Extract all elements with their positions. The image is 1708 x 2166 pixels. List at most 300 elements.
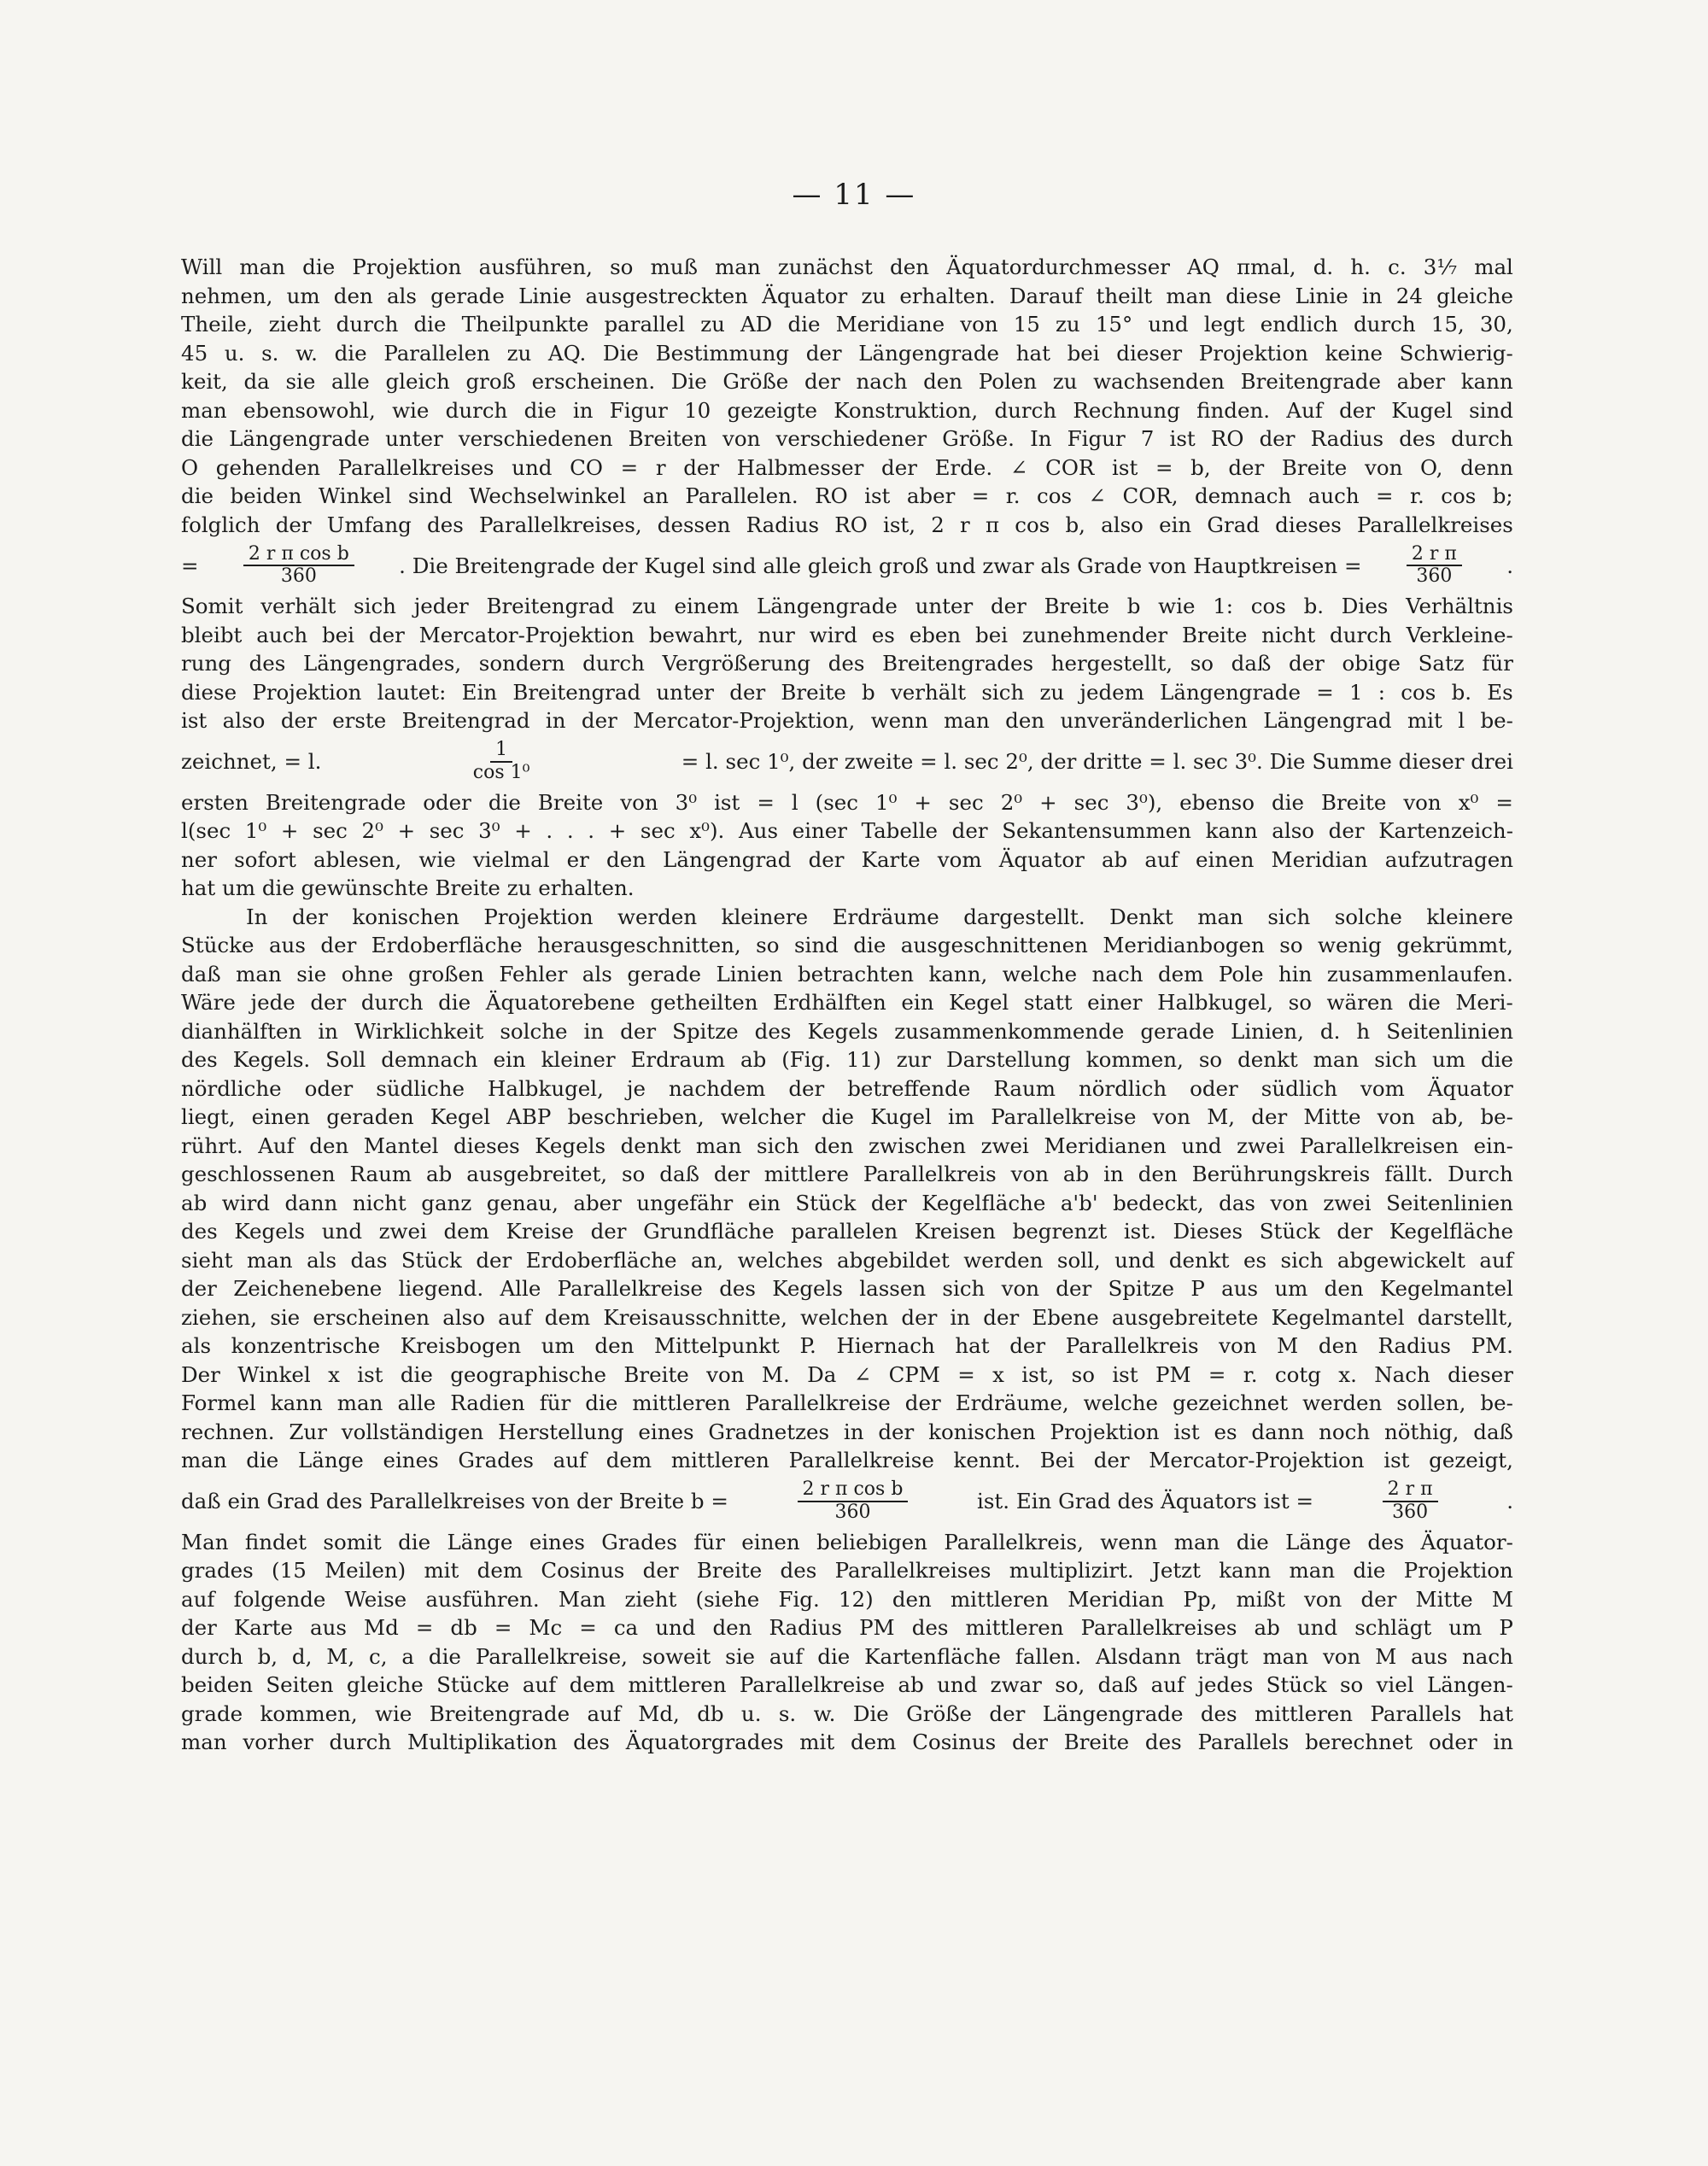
word: von <box>722 426 761 451</box>
word: so <box>622 1162 646 1186</box>
word: erscheinen. <box>531 369 656 394</box>
word: eines <box>638 1419 694 1444</box>
word: der <box>983 1304 1020 1330</box>
word: Es <box>1487 679 1513 705</box>
word: Breitengrade <box>429 1701 570 1726</box>
word: des <box>1367 1529 1405 1554</box>
word: Breite <box>623 1361 689 1387</box>
word: Längengrade <box>1160 679 1301 705</box>
text-line-content <box>181 621 1513 650</box>
word: die <box>413 312 447 337</box>
word: der <box>1288 651 1325 676</box>
word: Parallelkreise <box>739 1672 886 1697</box>
text-line <box>181 424 1513 454</box>
word: Cosinus <box>541 1558 625 1583</box>
word: Stück <box>1266 1672 1327 1697</box>
word: Mercator-Projektion <box>418 622 635 647</box>
word: der <box>280 708 317 733</box>
word: ist <box>357 1361 383 1387</box>
word: auf <box>498 1304 532 1330</box>
word: Satz <box>1418 651 1465 676</box>
word: Grades <box>458 1448 534 1472</box>
word: von <box>706 1361 745 1387</box>
text-line-content <box>181 1528 1513 1557</box>
word: mittleren <box>628 1672 727 1697</box>
word: In <box>1030 426 1052 451</box>
word: der <box>1328 818 1365 843</box>
word: wie <box>418 846 456 872</box>
word: Parallelkreis <box>863 1162 997 1186</box>
word: von <box>1322 1643 1361 1669</box>
word: betrachten <box>798 961 914 986</box>
word: 3⁰ <box>478 818 500 843</box>
word: CO <box>570 454 603 480</box>
word: Kartenfläche <box>864 1643 1001 1669</box>
word: s. <box>261 340 279 366</box>
word: hat <box>1015 340 1050 366</box>
word: Karte <box>861 846 921 872</box>
text-line <box>181 960 1513 989</box>
word: Raum <box>993 1075 1056 1101</box>
word: sec <box>948 789 984 815</box>
word: als <box>307 1247 337 1273</box>
fraction-secant <box>473 740 530 782</box>
word: Herstellung <box>498 1419 624 1444</box>
word: Meri- <box>1455 990 1513 1015</box>
word: + <box>397 818 416 843</box>
word: der <box>804 369 840 394</box>
word: 15° <box>1095 312 1133 337</box>
word: des <box>911 1615 949 1640</box>
word: Äquatorgrades <box>625 1730 784 1754</box>
word: Verkleine- <box>1406 622 1513 647</box>
word: der <box>1259 426 1296 451</box>
word: . <box>546 818 553 843</box>
word: mißt <box>1236 1586 1285 1612</box>
word: d. <box>1319 1018 1341 1044</box>
word: kann <box>270 1390 323 1415</box>
word: dem <box>544 1304 591 1330</box>
word: 7 <box>1140 426 1155 451</box>
word: ab <box>426 1162 453 1186</box>
word: Längengrad <box>663 846 792 872</box>
word: ab <box>181 1190 208 1215</box>
word: solche <box>1334 904 1402 929</box>
word: da <box>243 369 270 394</box>
word: . <box>566 818 574 843</box>
word: Auf <box>1286 397 1323 423</box>
word: 15, <box>1430 312 1465 337</box>
word: viel <box>1376 1672 1414 1697</box>
word: 2⁰ <box>1000 789 1023 815</box>
word: von <box>1377 1104 1416 1129</box>
word: sind <box>407 483 453 508</box>
word: zu <box>1056 312 1080 337</box>
word: abgebildet <box>836 1247 950 1273</box>
word: dieses <box>1275 512 1342 537</box>
word: dann <box>1251 1419 1305 1444</box>
word: πmal, <box>1237 255 1296 279</box>
word: Seiten <box>266 1672 334 1697</box>
word: von <box>1152 1104 1191 1129</box>
word: Da <box>807 1361 837 1387</box>
text-line-content <box>181 1418 1513 1447</box>
word: im <box>947 1104 975 1129</box>
word: wie <box>1158 594 1196 618</box>
word: nördlich <box>1079 1075 1167 1101</box>
word: w. <box>813 1701 836 1726</box>
text-line-content <box>181 1160 1513 1189</box>
word: für <box>693 1529 725 1554</box>
word: auf <box>769 1643 804 1669</box>
word: beiden <box>181 1672 253 1697</box>
word: Verhältnis <box>1406 594 1513 618</box>
word: demnach <box>1194 483 1292 508</box>
word: AQ <box>1187 255 1220 279</box>
word: der <box>901 1304 938 1330</box>
word: = <box>415 1615 434 1640</box>
word: Kegels <box>535 1133 606 1158</box>
text-line-content <box>181 310 1513 339</box>
word: l <box>791 789 798 815</box>
text-line <box>181 846 1513 875</box>
word: ab <box>1254 1615 1280 1640</box>
text-line <box>181 706 1513 735</box>
word: die <box>428 1643 461 1669</box>
word: Mitte <box>1415 1586 1473 1612</box>
word: Darstellung <box>946 1047 1071 1072</box>
word: kann <box>1219 1558 1272 1583</box>
word: rechnen. <box>181 1419 275 1444</box>
word: der <box>620 1018 657 1044</box>
word: verschiedenen <box>458 426 613 451</box>
word: + <box>914 789 932 815</box>
word: Mercator-Projektion, <box>633 708 856 733</box>
text-line <box>181 511 1513 540</box>
word: in <box>318 1018 338 1044</box>
word: des <box>1200 1701 1237 1726</box>
formula-text: ist. Ein Grad des Äquators ist = <box>977 1489 1314 1513</box>
word: der <box>1056 1276 1092 1301</box>
word: (15 <box>272 1558 307 1583</box>
text-line <box>181 1217 1513 1246</box>
word: wenn <box>870 708 928 733</box>
word: Breitengrad <box>486 594 615 618</box>
word: RO <box>834 512 868 537</box>
word: die <box>853 933 886 957</box>
word: Stücke <box>181 933 254 957</box>
word: mittleren <box>1254 1701 1354 1726</box>
word: den <box>309 1133 349 1158</box>
word: grades <box>181 1558 254 1583</box>
word: b, <box>1190 454 1211 480</box>
word: 10 <box>684 397 711 423</box>
word: wachsenden <box>1093 369 1225 394</box>
word: bei <box>322 622 355 647</box>
word: 30, <box>1479 312 1513 337</box>
word: einer <box>792 818 847 843</box>
word: gleiche <box>346 1672 424 1697</box>
word: des <box>1144 1730 1182 1754</box>
word: Parallelkreises <box>1357 512 1513 537</box>
word: l(sec <box>181 818 231 843</box>
word: + <box>1039 789 1057 815</box>
word: x⁰). <box>689 818 725 843</box>
word: Radius <box>746 512 820 537</box>
word: für <box>1482 651 1513 676</box>
word: verschiedener <box>775 426 927 451</box>
word: Projektion <box>483 904 594 929</box>
word: Die <box>602 340 639 366</box>
word: durch <box>582 651 645 676</box>
word: Kegelfläche <box>1389 1219 1513 1244</box>
word: ∠ <box>853 1361 872 1387</box>
word: Breiten <box>628 426 707 451</box>
word: des <box>719 1276 756 1301</box>
word: Multiplikation <box>407 1730 558 1754</box>
word: r <box>960 512 970 537</box>
word: abgewickelt <box>1337 1247 1465 1273</box>
word: die <box>817 1643 851 1669</box>
word: gezeigt, <box>1429 1448 1513 1472</box>
word: cos <box>1441 483 1477 508</box>
word: ausführen, <box>478 255 593 279</box>
word: beschrieben, <box>567 1104 705 1129</box>
word: u. <box>740 1701 762 1726</box>
word: x <box>992 1361 1004 1387</box>
word: Kegelfläche <box>921 1190 1046 1215</box>
word: sec <box>429 818 465 843</box>
word: zwei <box>378 1219 427 1244</box>
word: der <box>310 990 347 1015</box>
word: somit <box>323 1529 382 1554</box>
word: Md, <box>638 1701 680 1726</box>
word: Dies <box>1341 594 1389 618</box>
word: Figur <box>609 397 668 423</box>
page-number: — 11 — <box>792 178 916 212</box>
word: nur <box>757 622 795 647</box>
word: von <box>620 789 658 815</box>
formula-line-2 <box>181 735 1513 788</box>
word: gezeigte <box>727 397 817 423</box>
word: der <box>881 454 917 480</box>
text-line-content <box>181 1332 1513 1361</box>
text-line-content <box>181 454 1513 483</box>
word: ist, <box>883 512 916 537</box>
word: der <box>713 1162 750 1186</box>
word: verhält <box>260 594 336 618</box>
word: rung <box>181 651 231 676</box>
word: r. <box>1005 483 1021 508</box>
text-line-content <box>181 367 1513 396</box>
word: Erdraum <box>630 1047 726 1072</box>
word: M. <box>761 1361 790 1387</box>
text-line-content: hat um die gewünschte Breite zu erhalten. <box>181 875 635 900</box>
word: ebensowohl, <box>243 397 376 423</box>
word: Breite <box>537 789 604 815</box>
word: Grundfläche <box>643 1219 775 1244</box>
word: die <box>585 1390 618 1415</box>
word: die <box>438 990 471 1015</box>
word: mittlere <box>763 1162 849 1186</box>
word: den <box>890 255 929 279</box>
word: in <box>1361 283 1383 308</box>
word: Spitze <box>672 1018 739 1044</box>
word: Erdoberfläche <box>371 933 523 957</box>
word: c, <box>369 1643 388 1669</box>
word: soll, <box>1056 1247 1101 1273</box>
word: denkt <box>1168 1247 1230 1273</box>
word: Parallelkreises <box>1080 1615 1237 1640</box>
word: die <box>1407 990 1441 1015</box>
word: lautet: <box>377 679 447 705</box>
word: von <box>1303 1586 1342 1612</box>
word: be- <box>1480 1104 1513 1129</box>
word: welche <box>1002 961 1078 986</box>
word: aus <box>268 933 306 957</box>
word: Zur <box>289 1419 327 1444</box>
word: hergestellt, <box>1050 651 1173 676</box>
word: Längengrade <box>858 340 1000 366</box>
word: konzentrische <box>231 1333 381 1358</box>
word: welches <box>737 1247 823 1273</box>
word: der <box>729 679 766 705</box>
word: einen <box>741 1529 800 1554</box>
word: Pole <box>1218 961 1264 986</box>
word: der <box>1093 1448 1130 1472</box>
text-line-content <box>181 1017 1513 1046</box>
word: Seitenlinien <box>1386 1018 1513 1044</box>
word: welcher <box>720 1104 805 1129</box>
word: rührt. <box>181 1133 243 1158</box>
word: h <box>1356 1018 1371 1044</box>
paragraph-construction <box>181 1528 1513 1757</box>
word: Parallelen. <box>685 483 798 508</box>
text-line-content <box>181 960 1513 989</box>
word: vom <box>1360 1075 1405 1101</box>
word: bei <box>975 622 1009 647</box>
word: Winkel <box>237 1361 311 1387</box>
word: der <box>1228 454 1265 480</box>
word: nehmen, <box>181 283 273 308</box>
word: berechnet <box>1305 1730 1413 1754</box>
text-line <box>181 1585 1513 1614</box>
word: gekrümmt, <box>1396 933 1513 957</box>
word: kommen, <box>260 1701 358 1726</box>
word: durch <box>445 397 508 423</box>
word: Äquator <box>1427 1075 1513 1101</box>
word: zu <box>506 340 532 366</box>
text-line-content <box>181 1246 1513 1275</box>
word: Kegels <box>807 1018 879 1044</box>
word: kleinere <box>721 904 809 929</box>
word: Meridianbogen <box>1103 933 1265 957</box>
word: M <box>1491 1586 1513 1612</box>
word: dem <box>605 1448 652 1472</box>
text-line <box>181 1361 1513 1390</box>
word: oder <box>1190 1075 1238 1101</box>
word: den <box>814 1133 854 1158</box>
word: unter <box>656 679 715 705</box>
word: Halbkugel, <box>487 1075 604 1101</box>
word: h. <box>1350 255 1371 279</box>
word: man <box>944 708 990 733</box>
word: bedeckt, <box>1113 1190 1204 1215</box>
word: der <box>291 904 328 929</box>
word: Pp, <box>1183 1586 1218 1612</box>
word: die <box>524 397 557 423</box>
word: trägt <box>1195 1643 1249 1669</box>
word: verhält <box>890 679 967 705</box>
word: auch <box>256 622 308 647</box>
text-line-content <box>181 1074 1513 1103</box>
word: dem <box>1158 961 1204 986</box>
word: Bei <box>1039 1448 1075 1472</box>
text-line-content <box>181 788 1513 817</box>
paragraph-ratio <box>181 592 1513 735</box>
text-line-content <box>181 1728 1513 1757</box>
word: Längengrade <box>757 594 898 618</box>
word: mittleren <box>632 1390 731 1415</box>
text-line <box>181 1556 1513 1585</box>
word: aus <box>1411 1643 1448 1669</box>
word: Längengrade <box>229 426 370 451</box>
word: Breite <box>781 679 846 705</box>
word: und <box>321 1219 363 1244</box>
word: aus <box>309 1615 347 1640</box>
word: Parallelkreises <box>337 454 494 480</box>
word: der <box>1251 1104 1288 1129</box>
word: aufzutragen <box>1384 846 1513 872</box>
word: d, <box>291 1643 313 1669</box>
word: sich <box>1267 904 1311 929</box>
word: Größe. <box>942 426 1015 451</box>
word: ersten <box>181 789 249 815</box>
word: Kegels <box>234 1219 306 1244</box>
word: von <box>1270 1190 1308 1215</box>
word: ausgebreitete <box>1111 1304 1259 1330</box>
word: = <box>757 789 775 815</box>
word: auf <box>587 1701 621 1726</box>
text-line-content <box>181 1446 1513 1475</box>
word: der <box>1337 1219 1373 1244</box>
word: Nach <box>1374 1361 1430 1387</box>
word: ab <box>1101 846 1128 872</box>
word: Karte <box>233 1615 293 1640</box>
word: (sec <box>815 789 859 815</box>
word: Auf <box>258 1133 295 1158</box>
word: ablesen, <box>313 846 402 872</box>
formula-suffix: . <box>1506 553 1513 578</box>
word: bewahrt, <box>648 622 744 647</box>
word: betreffende <box>847 1075 971 1101</box>
word: P. <box>799 1333 816 1358</box>
word: mittleren <box>965 1615 1064 1640</box>
word: finden. <box>1196 397 1271 423</box>
text-line <box>181 1671 1513 1700</box>
word: den <box>892 1586 932 1612</box>
word: Längen- <box>1426 1672 1513 1697</box>
word: nach <box>856 369 908 394</box>
word: r. <box>1410 483 1424 508</box>
text-line <box>181 1246 1513 1275</box>
word: parallelen <box>791 1219 898 1244</box>
text-line <box>181 1189 1513 1218</box>
word: je <box>626 1075 646 1101</box>
word: Mc <box>529 1615 563 1640</box>
word: u. <box>224 340 245 366</box>
word: um <box>286 283 320 308</box>
